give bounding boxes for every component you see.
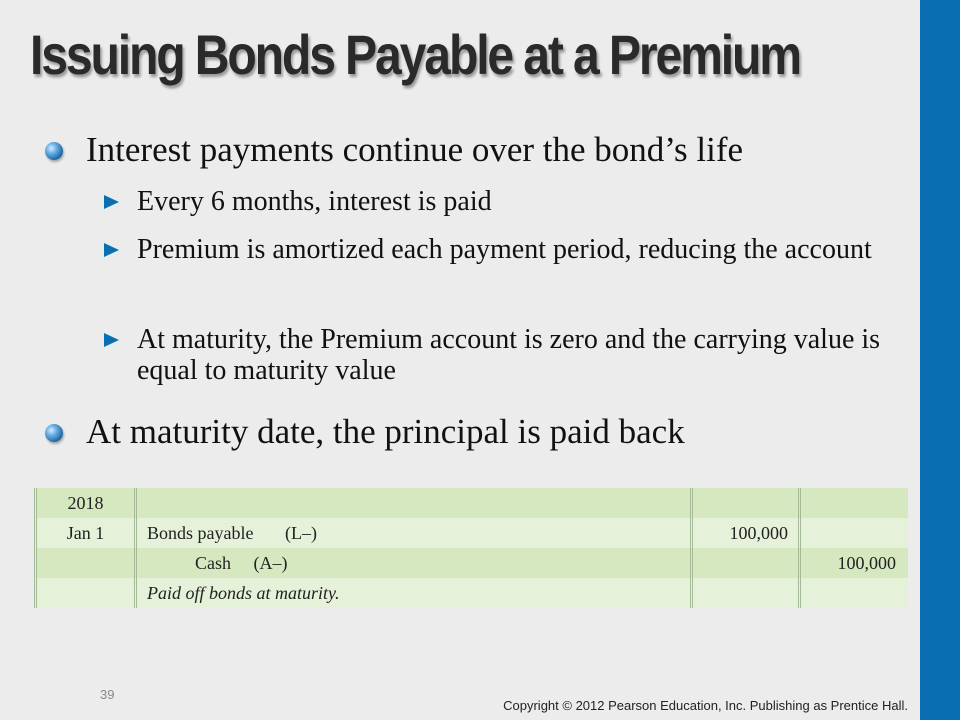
right-accent-bar: [920, 0, 960, 720]
subbullet-text: At maturity, the Premium account is zero and the carrying value is equal to maturity value: [137, 324, 881, 386]
journal-entry-table: [34, 488, 909, 608]
journal-row: [36, 488, 908, 518]
journal-row: [36, 548, 908, 578]
journal-account: Cash (A–): [136, 548, 692, 578]
journal-debit: 100,000: [692, 518, 800, 548]
journal-date: [36, 548, 136, 578]
journal-debit: [692, 548, 800, 578]
copyright-notice: Copyright © 2012 Pearson Education, Inc. Publishing as Prentice Hall.: [503, 698, 908, 713]
journal-date: Jan 1: [36, 518, 136, 548]
journal-account: Bonds payable (L–): [136, 518, 692, 548]
journal-credit: [800, 578, 908, 608]
journal-explanation: Paid off bonds at maturity.: [136, 578, 692, 608]
journal-account: [136, 488, 692, 518]
journal-credit: [800, 518, 908, 548]
arrow-bullet-icon: [104, 195, 119, 209]
bullet-sphere-icon: [45, 142, 63, 160]
bullet-sphere-icon: [45, 424, 63, 442]
slide-title: Issuing Bonds Payable at a Premium: [30, 23, 800, 86]
arrow-bullet-icon: [104, 243, 119, 257]
bullet-text: At maturity date, the principal is paid back: [86, 412, 685, 451]
subbullet-text: Every 6 months, interest is paid: [137, 186, 492, 217]
journal-debit: [692, 578, 800, 608]
subbullet-text: Premium is amortized each payment period, reducing the account: [137, 234, 872, 265]
journal-date: 2018: [36, 488, 136, 518]
journal-credit: 100,000: [800, 548, 908, 578]
arrow-bullet-icon: [104, 333, 119, 347]
journal-row: [36, 578, 908, 608]
journal-date: [36, 578, 136, 608]
journal-row: [36, 518, 908, 548]
bullet-text: Interest payments continue over the bond’s life: [86, 130, 744, 169]
page-number: 39: [100, 687, 115, 702]
journal-credit: [800, 488, 908, 518]
journal-debit: [692, 488, 800, 518]
